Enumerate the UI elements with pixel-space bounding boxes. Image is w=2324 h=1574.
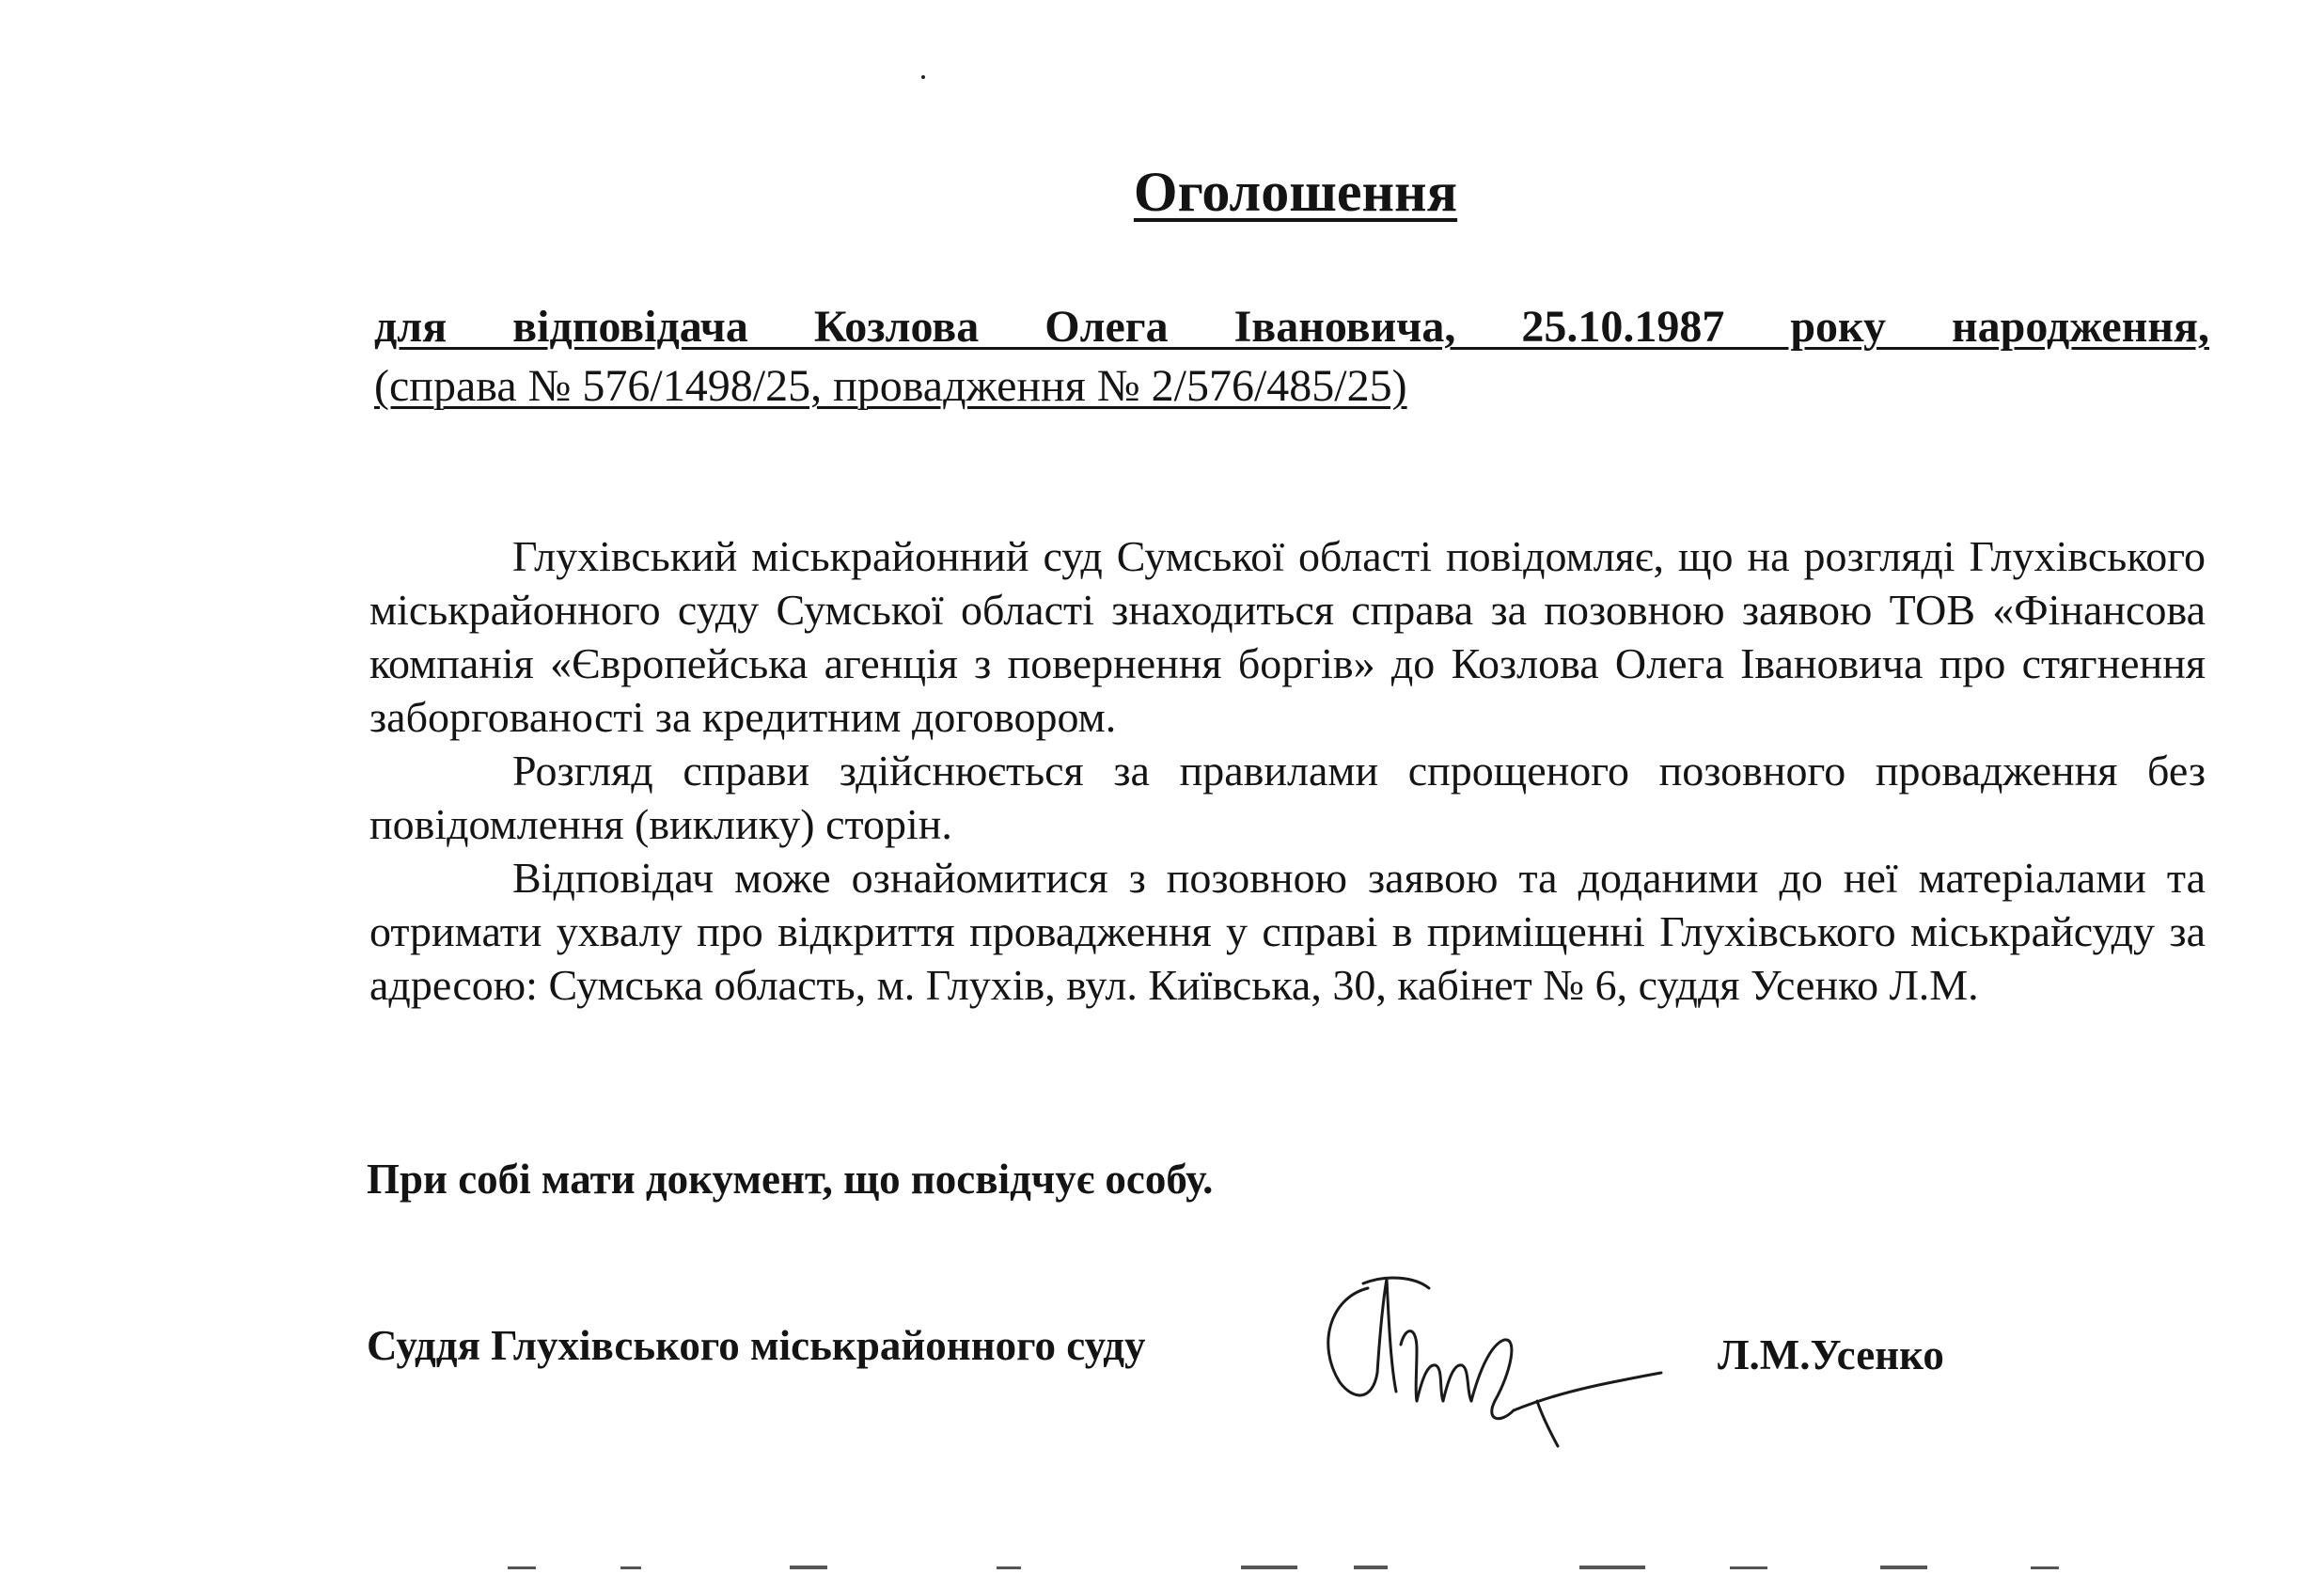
announcement-body xyxy=(369,529,2206,1012)
scan-edge-artifacts xyxy=(508,1561,2106,1574)
body-paragraph: Глухівський міськрайонний суд Сумської області повідомляє, що на розгляді Глухівського міськрайонного суду Сумської області знаходиться справа за позовною заявою ТОВ «Фінансова компанія «Європейська агенція з повернення боргів» до Козлова Олега Івановича про стягнення заборгованості за кредитним договором. xyxy=(369,532,2206,741)
judge-name: Л.М.Усенко xyxy=(1718,1331,1944,1378)
body-paragraph: Відповідач може ознайомитися з позовною заявою та доданими до неї матеріалами та отримати ухвалу про відкриття провадження у справі в приміщенні Глухівського міськрайсуду за адресою: Сумська область, м. Глухів, вул. Київська, 30, кабінет № 6, суддя Усенко Л.М. xyxy=(369,854,2206,1009)
scan-speck xyxy=(921,75,925,79)
handwritten-signature xyxy=(1311,1260,1669,1448)
body-paragraph: Розгляд справи здійснюється за правилами спрощеного позовного провадження без повідомлення (виклику) сторін. xyxy=(369,747,2206,848)
defendant-heading: для відповідача Козлова Олега Івановича, 25.10.1987 року народження, xyxy=(374,302,2209,352)
document-title: Оголошення xyxy=(1133,161,1458,223)
signature-title: Суддя Глухівського міськрайонного суду xyxy=(367,1322,1146,1369)
case-number-heading: (справа № 576/1498/25, провадження № 2/576/485/25) xyxy=(374,361,1407,411)
id-document-notice: При собі мати документ, що посвідчує особу. xyxy=(367,1156,1214,1203)
